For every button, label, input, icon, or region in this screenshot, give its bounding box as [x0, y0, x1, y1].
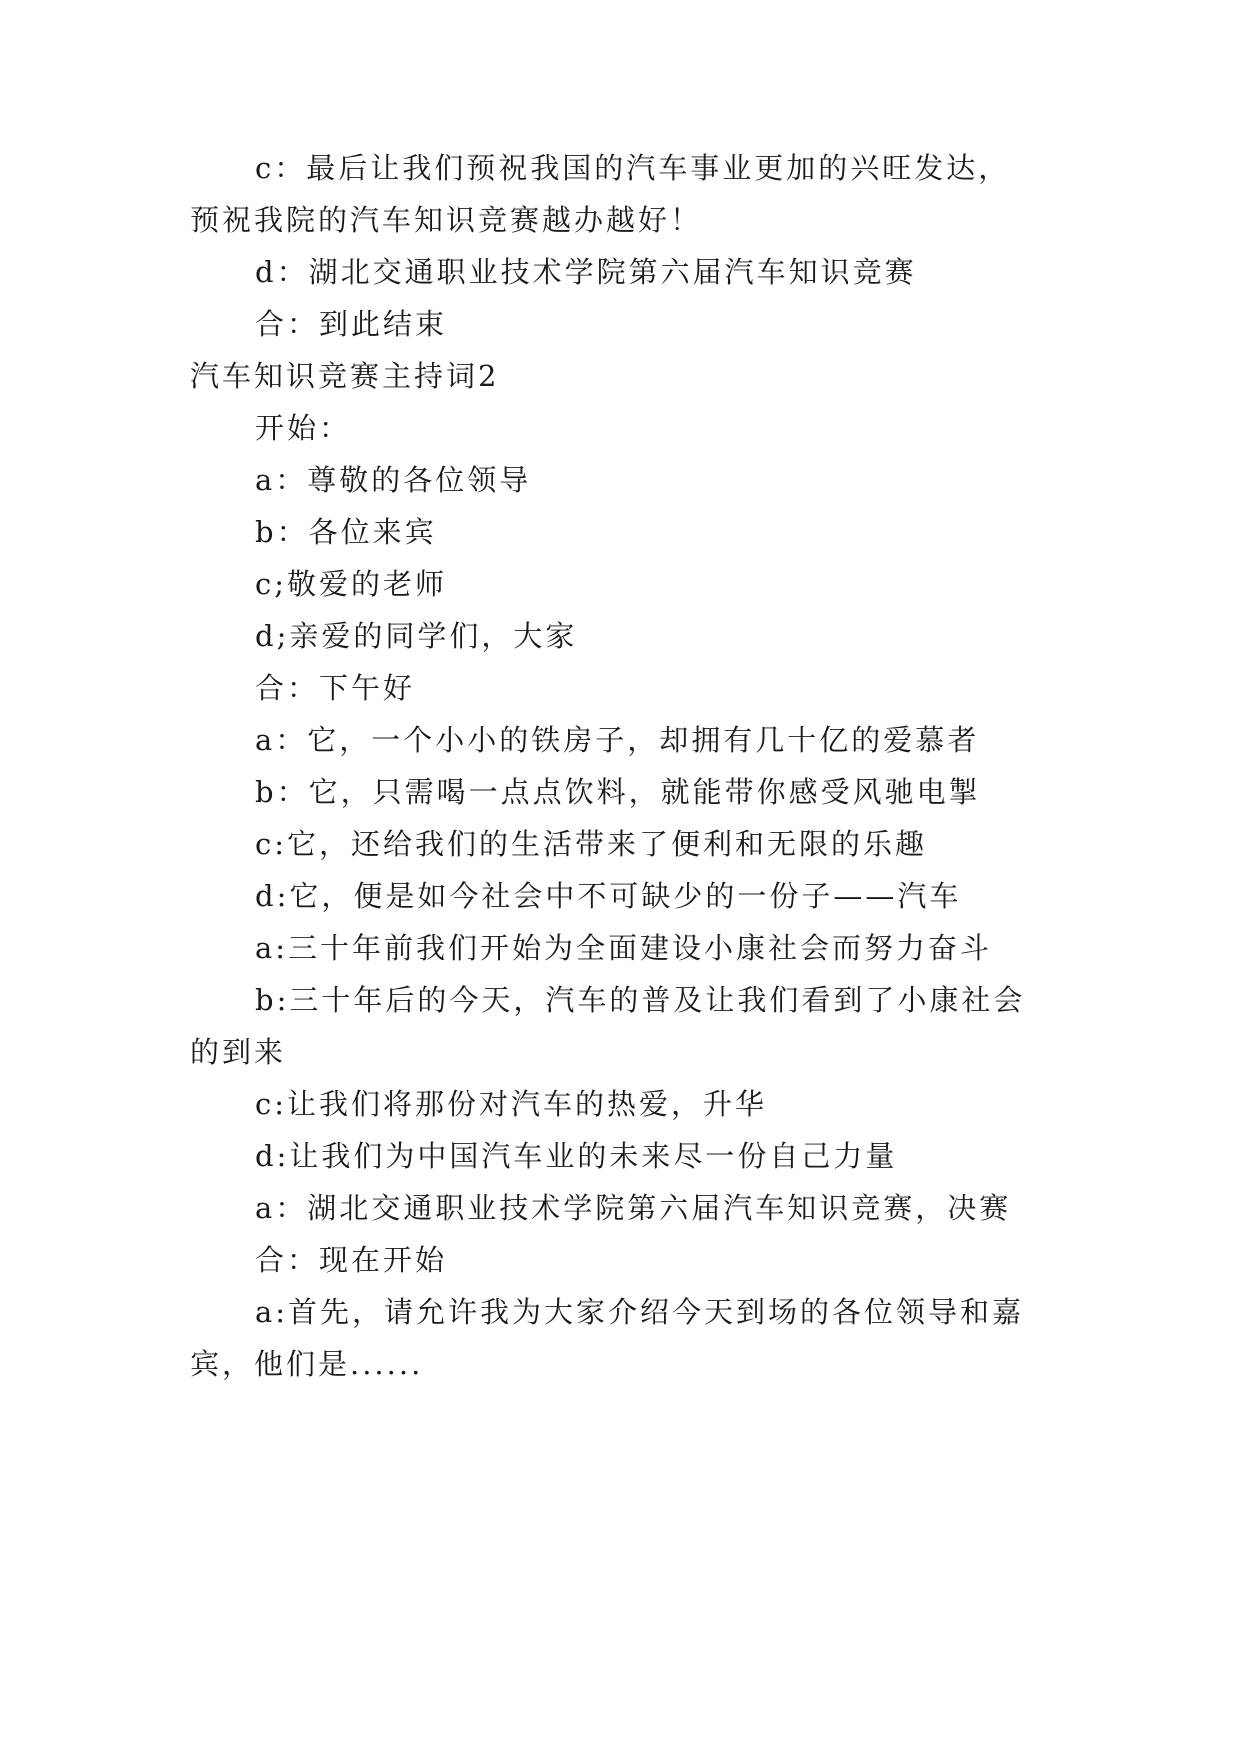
text-line: d：湖北交通职业技术学院第六届汽车知识竞赛: [255, 255, 917, 289]
text-line: c：最后让我们预祝我国的汽车事业更加的兴旺发达，: [255, 151, 1011, 185]
section-heading: 汽车知识竞赛主持词2: [190, 359, 500, 393]
text-line: c;敬爱的老师: [255, 567, 448, 601]
text-line: 合：现在开始: [255, 1243, 448, 1277]
text-line: a:首先，请允许我为大家介绍今天到场的各位领导和嘉: [255, 1295, 1025, 1329]
text-line: b：它，只需喝一点点饮料，就能带你感受风驰电掣: [255, 775, 981, 809]
text-line: b:三十年后的今天，汽车的普及让我们看到了小康社会: [255, 983, 1026, 1017]
text-line: a：湖北交通职业技术学院第六届汽车知识竞赛，决赛: [255, 1191, 1012, 1225]
text-line: 合：到此结束: [255, 307, 448, 341]
text-line: 的到来: [190, 1035, 287, 1069]
text-line: a：尊敬的各位领导: [255, 463, 532, 497]
text-line: 宾，他们是......: [190, 1347, 424, 1381]
text-line: c:它，还给我们的生活带来了便利和无限的乐趣: [255, 827, 928, 861]
text-line: d:让我们为中国汽车业的未来尽一份自己力量: [255, 1139, 898, 1173]
text-line: a：它，一个小小的铁房子，却拥有几十亿的爱慕者: [255, 723, 980, 757]
text-line: 开始：: [255, 411, 352, 445]
text-line: c:让我们将那份对汽车的热爱，升华: [255, 1087, 768, 1121]
text-line: 合：下午好: [255, 671, 416, 705]
text-line: a:三十年前我们开始为全面建设小康社会而努力奋斗: [255, 931, 993, 965]
text-line: b：各位来宾: [255, 515, 437, 549]
text-line: d;亲爱的同学们，大家: [255, 619, 578, 653]
text-line: 预祝我院的汽车知识竞赛越办越好！: [190, 203, 703, 237]
text-line: d:它，便是如今社会中不可缺少的一份子——汽车: [255, 879, 962, 913]
